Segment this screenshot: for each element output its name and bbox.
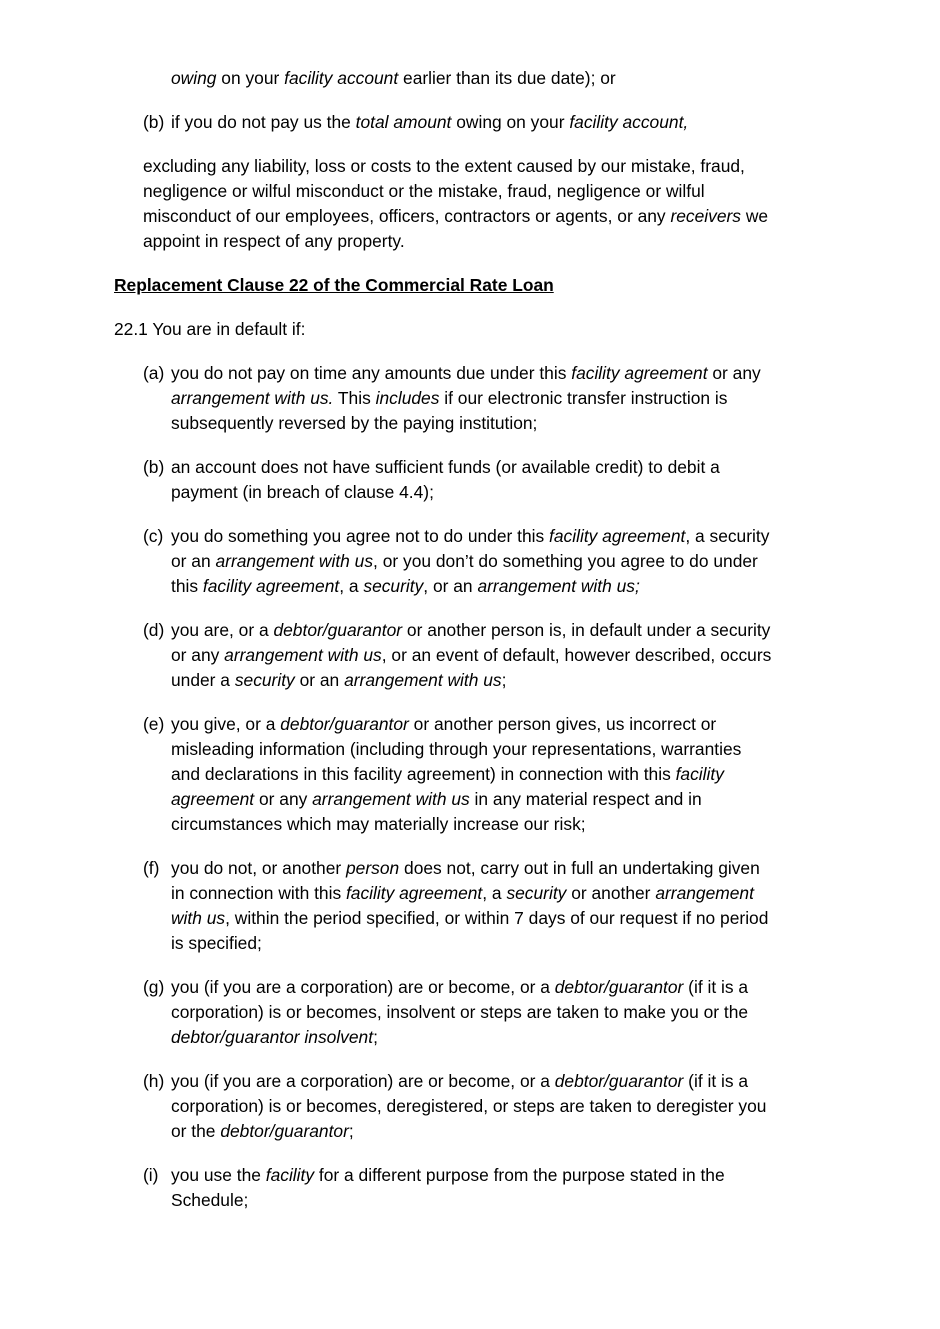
item-f-line-1 bbox=[171, 856, 760, 881]
text: or the bbox=[171, 1121, 221, 1141]
item-marker: (b) bbox=[143, 457, 165, 477]
text: you (if you are a corporation) are or become, or a bbox=[171, 1071, 555, 1091]
text: you do not pay on time any amounts due under this bbox=[171, 363, 572, 383]
item-f-line-4: is specified; bbox=[171, 933, 262, 953]
italic-term: security bbox=[506, 883, 567, 903]
text: misconduct of our employees, officers, contractors or agents, or any bbox=[143, 206, 671, 226]
item-marker: (c) bbox=[143, 526, 164, 546]
item-b-line-2: payment (in breach of clause 4.4); bbox=[171, 482, 434, 502]
text: you are, or a bbox=[171, 620, 274, 640]
text: you use the bbox=[171, 1165, 266, 1185]
item-a-line-1 bbox=[171, 361, 761, 386]
italic-term: facility bbox=[265, 1165, 315, 1185]
text: you (if you are a corporation) are or become, or a bbox=[171, 977, 555, 997]
italic-term: with us bbox=[171, 908, 226, 928]
item-f-line-3 bbox=[171, 906, 768, 931]
item-e-line-2: misleading information (including through your representations, warranties bbox=[171, 739, 742, 759]
text: you do not, or another bbox=[171, 858, 346, 878]
item-d-line-1 bbox=[171, 618, 770, 643]
italic-term: debtor/guarantor bbox=[554, 1071, 684, 1091]
item-c-line-2 bbox=[171, 549, 758, 574]
item-g-line-3 bbox=[171, 1025, 378, 1050]
italic-term: facility bbox=[675, 764, 724, 784]
text: (if it is a bbox=[683, 977, 749, 997]
item-b-line-1: an account does not have sufficient funds (or available credit) to debit a bbox=[171, 457, 720, 477]
text: on your bbox=[216, 68, 285, 88]
item-d-line-3 bbox=[171, 668, 506, 693]
item-h-line-2: corporation) is or becomes, deregistered, or steps are taken to deregister you bbox=[171, 1096, 767, 1116]
italic-term: agreement bbox=[171, 789, 255, 809]
italic-term: arrangement with us bbox=[224, 645, 382, 665]
item-i-line-1 bbox=[171, 1163, 725, 1188]
text: or another person is, in default under a security bbox=[402, 620, 771, 640]
item-g-line-1 bbox=[171, 975, 748, 1000]
text: , a security bbox=[685, 526, 770, 546]
text: and declarations in this facility agreement) in connection with this bbox=[171, 764, 676, 784]
exclusion-paragraph-line-3 bbox=[143, 204, 768, 229]
item-e-line-5: circumstances which may materially increase our risk; bbox=[171, 814, 586, 834]
item-a-line-2 bbox=[171, 386, 727, 411]
item-e-line-3 bbox=[171, 762, 724, 787]
text: does not, carry out in full an undertaking given bbox=[399, 858, 760, 878]
item-h-line-1 bbox=[171, 1069, 748, 1094]
italic-term: receivers bbox=[670, 206, 742, 226]
italic-term: security bbox=[363, 576, 424, 596]
italic-term: facility agreement bbox=[202, 576, 340, 596]
text: or another bbox=[566, 883, 656, 903]
item-c-line-1 bbox=[171, 524, 769, 549]
text: ; bbox=[348, 1121, 354, 1141]
text: under a bbox=[171, 670, 235, 690]
italic-term: arrangement bbox=[655, 883, 754, 903]
italic-term: facility agreement bbox=[549, 526, 686, 546]
item-h-line-3 bbox=[171, 1119, 354, 1144]
text: for a different purpose from the purpose stated in the bbox=[314, 1165, 725, 1185]
text: this bbox=[171, 576, 203, 596]
text: or an bbox=[171, 551, 216, 571]
item-marker: (d) bbox=[143, 620, 165, 640]
text: you do something you agree not to do under this bbox=[171, 526, 550, 546]
italic-term: security bbox=[234, 670, 295, 690]
item-marker: (a) bbox=[143, 363, 165, 383]
item-c-line-3 bbox=[171, 574, 640, 599]
italic-term: facility agreement bbox=[571, 363, 708, 383]
text: or another person gives, us incorrect or bbox=[408, 714, 717, 734]
item-f-line-2 bbox=[171, 881, 754, 906]
text: in connection with this bbox=[171, 883, 346, 903]
italic-term: total amount bbox=[355, 112, 452, 132]
italic-term: includes bbox=[375, 388, 440, 408]
item-d-line-2 bbox=[171, 643, 771, 668]
item-a-line-3: subsequently reversed by the paying institution; bbox=[171, 413, 538, 433]
item-marker: (i) bbox=[143, 1165, 159, 1185]
text: or any bbox=[254, 789, 313, 809]
item-i-line-2: Schedule; bbox=[171, 1190, 249, 1210]
text: ; bbox=[501, 670, 507, 690]
italic-term: arrangement with us bbox=[215, 551, 374, 571]
italic-term: facility account, bbox=[569, 112, 689, 132]
italic-term: arrangement with us bbox=[344, 670, 502, 690]
text: , a bbox=[339, 576, 364, 596]
italic-term: debtor/guarantor insolvent bbox=[171, 1027, 374, 1047]
italic-term: facility account bbox=[284, 68, 399, 88]
exclusion-paragraph-line-1: excluding any liability, loss or costs to the extent caused by our mistake, fraud, bbox=[143, 156, 745, 176]
text: or any bbox=[171, 645, 225, 665]
italic-term: owing bbox=[171, 68, 217, 88]
item-g-line-2: corporation) is or becomes, insolvent or steps are taken to make you or the bbox=[171, 1002, 749, 1022]
item-e-line-1 bbox=[171, 712, 716, 737]
text: owing on your bbox=[451, 112, 570, 132]
text: earlier than its due date); or bbox=[398, 68, 616, 88]
intro-item-b-line bbox=[171, 110, 688, 135]
item-marker: (g) bbox=[143, 977, 165, 997]
italic-term: arrangement with us; bbox=[477, 576, 640, 596]
text: if our electronic transfer instruction is bbox=[439, 388, 728, 408]
italic-term: debtor/guarantor bbox=[220, 1121, 349, 1141]
italic-term: arrangement with us bbox=[312, 789, 470, 809]
text: you give, or a bbox=[171, 714, 281, 734]
section-heading: Replacement Clause 22 of the Commercial Rate Loan bbox=[114, 275, 554, 295]
text: This bbox=[333, 388, 376, 408]
italic-term: debtor/guarantor bbox=[280, 714, 409, 734]
item-marker: (e) bbox=[143, 714, 165, 734]
text: in any material respect and in bbox=[469, 789, 702, 809]
text: or an bbox=[294, 670, 345, 690]
text: ; bbox=[373, 1027, 378, 1047]
continuation-line bbox=[171, 66, 616, 91]
item-marker: (f) bbox=[143, 858, 160, 878]
exclusion-paragraph-line-2: negligence or wilful misconduct or the mistake, fraud, negligence or wilful bbox=[143, 181, 705, 201]
italic-term: debtor/guarantor bbox=[554, 977, 684, 997]
italic-term: debtor/guarantor bbox=[273, 620, 403, 640]
text: (if it is a bbox=[683, 1071, 749, 1091]
item-marker: (b) bbox=[143, 112, 165, 132]
text: , a bbox=[482, 883, 507, 903]
text: we bbox=[741, 206, 769, 226]
text: if you do not pay us the bbox=[171, 112, 356, 132]
clause-intro: 22.1 You are in default if: bbox=[114, 319, 306, 339]
text: , within the period specified, or within 7 days of our request if no period bbox=[225, 908, 769, 928]
italic-term: person bbox=[346, 858, 400, 878]
text: or any bbox=[707, 363, 761, 383]
item-marker: (h) bbox=[143, 1071, 165, 1091]
item-e-line-4 bbox=[171, 787, 702, 812]
italic-term: arrangement with us. bbox=[171, 388, 334, 408]
italic-term: facility agreement bbox=[345, 883, 483, 903]
text: , or you don’t do something you agree to do under bbox=[373, 551, 758, 571]
exclusion-paragraph-line-4: appoint in respect of any property. bbox=[143, 231, 405, 251]
text: , or an event of default, however described, occurs bbox=[381, 645, 772, 665]
text: , or an bbox=[423, 576, 478, 596]
